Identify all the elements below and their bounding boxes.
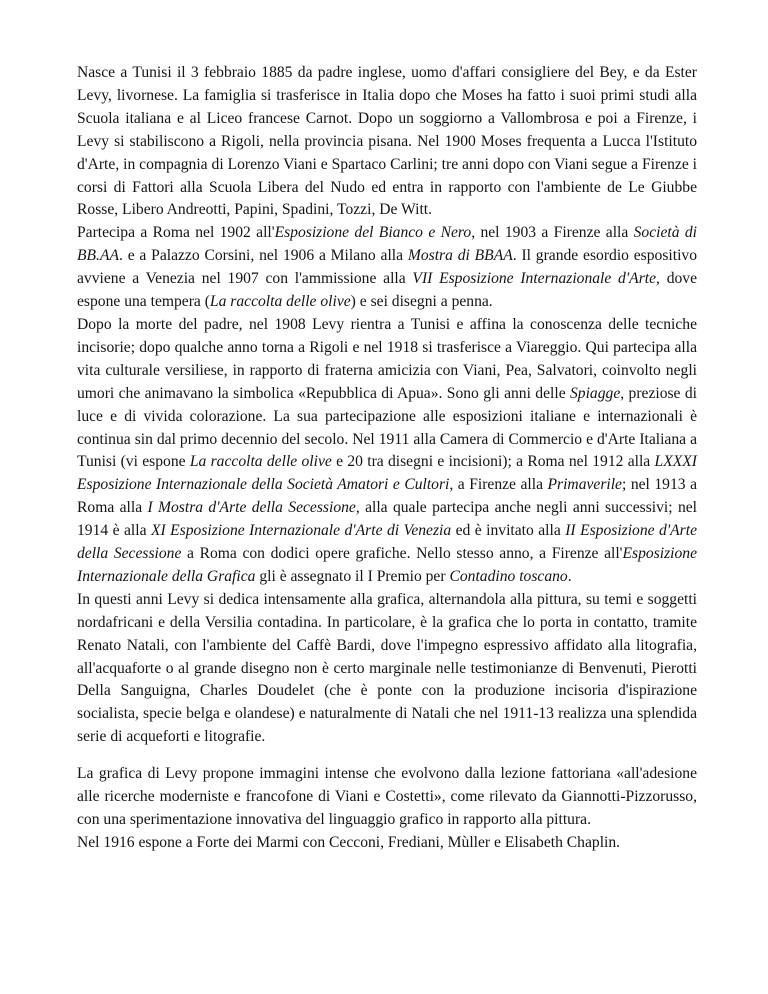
text-run: . — [567, 567, 572, 585]
text-run: ; nel 1913 a Roma alla — [77, 476, 697, 517]
italic-title: La raccolta delle olive — [209, 293, 351, 311]
document-body — [77, 62, 697, 855]
text-run: . e a Palazzo Corsini, nel 1906 a Milano alla — [119, 247, 408, 265]
text-run: ) e sei disegni a penna. — [350, 293, 493, 311]
paragraph-graphic-evolution — [77, 763, 697, 832]
text-run: , nel 1903 a Firenze alla — [471, 224, 634, 242]
paragraph-graphic-work — [77, 589, 697, 749]
italic-title: Società di BB.AA — [77, 224, 697, 265]
italic-title: II Esposizione d'Arte della Secessione — [77, 522, 698, 563]
italic-title: Contadino toscano — [449, 567, 568, 585]
italic-title: I Mostra d'Arte della Secessione — [147, 499, 356, 517]
text-run: In questi anni Levy si dedica intensamente alla grafica, alternandola alla pittura, su temi e soggetti nordafricani e della Versilia contadina. In particolare, è la grafica che lo porta in contatto, tramite Renato Natali, con l'ambiente del Caffè Bardi, dove l'impegno espressivo affidato alla litografia, all'acquaforte o al grande disegno non è certo marginale nelle testimonianze di Benvenuti, Pierotti Della Sanguigna, Charles Doudelet (che è ponte con la produzione incisoria d'ispirazione socialista, specie belga e olandese) e naturalmente di Natali che nel 1911-13 realizza una splendida serie di acqueforti e litografie. — [77, 590, 697, 746]
text-run: . Il grande esordio espositivo avviene a Venezia nel 1907 con l'ammissione alla — [77, 247, 697, 288]
italic-title: VII Esposizione Internazionale d'Arte — [412, 270, 657, 288]
italic-title: Primaverile — [547, 476, 622, 494]
text-run: , alla quale partecipa anche negli anni successivi; nel 1914 è alla — [77, 499, 697, 540]
text-run: La grafica di Levy propone immagini intense che evolvono dalla lezione fattoriana «all'adesione alle ricerche moderniste e francofone di Viani e Costetti», come rilevato da Giannotti-Pizzorusso, con una sperimentazione innovativa del linguaggio grafico in rapporto alla pittura. — [77, 765, 697, 828]
italic-title: Spiagge — [570, 384, 621, 402]
text-run: Nel 1916 espone a Forte dei Marmi con Cecconi, Frediani, Mùller e Elisabeth Chaplin. — [77, 833, 621, 851]
italic-title: LXXXI Esposizione Internazionale della Società Amatori e Cultori — [77, 453, 697, 494]
text-run: a Roma con dodici opere grafiche. Nello stesso anno, a Firenze all' — [181, 545, 623, 563]
text-run: , a Firenze alla — [449, 476, 548, 494]
paragraph-tunisi-and-versilia — [77, 314, 697, 589]
text-run: ed è invitato alla — [451, 522, 566, 540]
text-run: e 20 tra disegni e incisioni); a Roma nel 1912 alla — [331, 453, 655, 471]
text-run: , preziose di luce e di vivida colorazione. La sua partecipazione alle esposizioni italiane e internazionali è continua sin dal primo decennio del secolo. Nel 1911 alla Camera di Commercio e d'Arte Italiana a Tunisi (vi espone — [77, 384, 697, 471]
text-run: Dopo la morte del padre, nel 1908 Levy rientra a Tunisi e affina la conoscenza delle tecniche incisorie; dopo qualche anno torna a Rigoli e nel 1918 si trasferisce a Viareggio. Qui partecipa alla vita culturale versiliese, in rapporto di fraterna amicizia con Viani, Pea, Salvatori, coinvolto negli umori che animavano la simbolica «Repubblica di Apua». Sono gli anni delle — [77, 315, 697, 402]
paragraph-early-exhibitions — [77, 222, 697, 314]
italic-title: Esposizione Internazionale della Grafica — [77, 545, 698, 585]
paragraph-forte-dei-marmi — [77, 832, 697, 855]
italic-title: Mostra di BBAA — [407, 247, 513, 265]
text-run: Partecipa a Roma nel 1902 all' — [77, 224, 275, 242]
paragraph-birth-and-training — [77, 62, 697, 222]
text-run: , dove espone una tempera ( — [77, 270, 698, 311]
italic-title: La raccolta delle olive — [189, 453, 332, 471]
italic-title: Esposizione del Bianco e Nero — [274, 224, 472, 242]
italic-title: XI Esposizione Internazionale d'Arte di Venezia — [150, 522, 452, 540]
text-run: Nasce a Tunisi il 3 febbraio 1885 da padre inglese, uomo d'affari consigliere del Bey, e da Ester Levy, livornese. La famiglia si trasferisce in Italia dopo che Moses ha fatto i suoi primi studi alla Scuola italiana e al Liceo francese Carnot. Dopo un soggiorno a Vallombrosa e poi a Firenze, i Levy si stabiliscono a Rigoli, nella provincia pisana. Nel 1900 Moses frequenta a Lucca l'Istituto d'Arte, in compagnia di Lorenzo Viani e Spartaco Carlini; tre anni dopo con Viani segue a Firenze i corsi di Fattori alla Scuola Libera del Nudo ed entra in rapporto con l'ambiente de Le Giubbe Rosse, Libero Andreotti, Papini, Spadini, Tozzi, De Witt. — [77, 64, 697, 219]
text-run: gli è assegnato il I Premio per — [255, 567, 450, 585]
